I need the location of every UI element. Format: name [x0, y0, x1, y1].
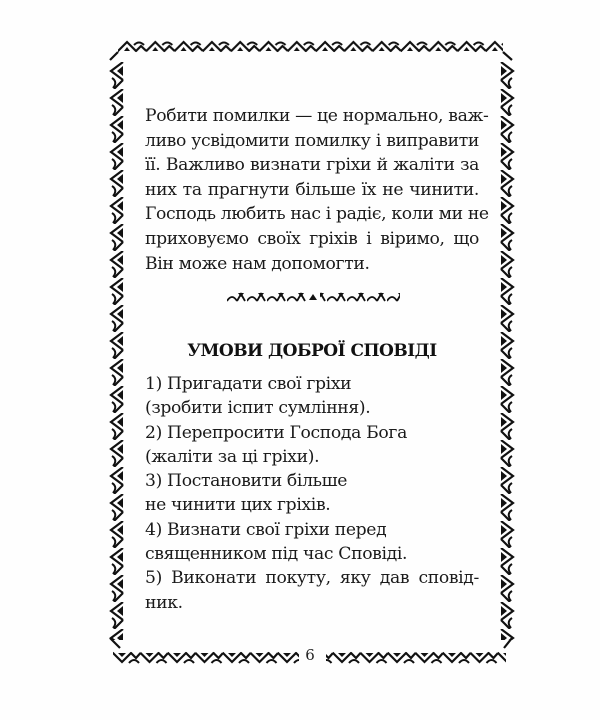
- paragraph-line: ливо усвідомити помилку і виправити: [145, 130, 479, 151]
- list-line: 5) Виконати покуту, яку дав сповід-: [145, 568, 479, 589]
- list-line: не чинити цих гріхів.: [145, 495, 331, 516]
- list-line: (жаліти за ці гріхи).: [145, 446, 320, 467]
- ornamental-divider-icon: [227, 289, 400, 303]
- paragraph-line: Господь любить нас і радіє, коли ми не: [145, 204, 489, 225]
- list-line: священником під час Сповіді.: [145, 544, 408, 565]
- list-line: 1) Пригадати свої гріхи: [145, 374, 352, 394]
- paragraph-line: Він може нам допомогти.: [145, 253, 370, 274]
- paragraph-line: приховуємо своїх гріхів і віримо, що: [145, 228, 479, 249]
- border-left: [106, 62, 126, 640]
- border-top: [118, 36, 503, 54]
- intro-paragraph: [145, 104, 489, 276]
- paragraph-line: них та прагнути більше їх не чинити.: [145, 179, 479, 200]
- list-line: 4) Визнати свої гріхи перед: [145, 519, 387, 540]
- list-line: (зробити іспит сумління).: [145, 398, 371, 419]
- page-number: 6: [305, 646, 315, 664]
- section-title: УМОВИ ДОБРОЇ СПОВІДІ: [187, 341, 437, 361]
- list-line: ник.: [145, 592, 183, 613]
- paragraph-line: її. Важливо визнати гріхи й жаліти за: [145, 155, 479, 176]
- list-line: 2) Перепросити Господа Бога: [145, 422, 407, 443]
- paragraph-line: Робити помилки — це нормально, важ-: [145, 106, 489, 126]
- list-line: 3) Постановити більше: [145, 471, 348, 492]
- conditions-list: [145, 372, 479, 615]
- border-right: [498, 62, 518, 640]
